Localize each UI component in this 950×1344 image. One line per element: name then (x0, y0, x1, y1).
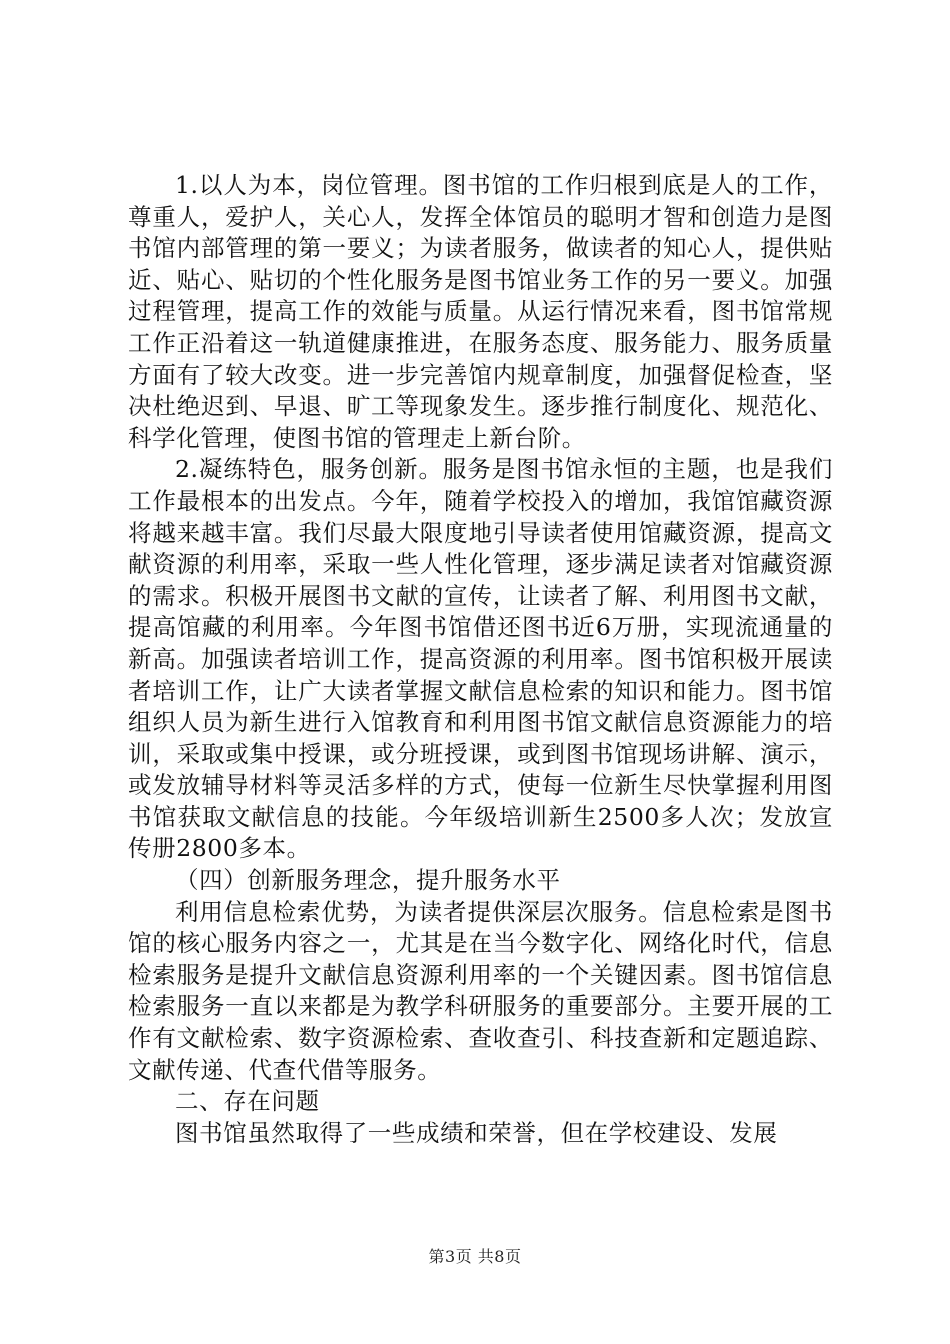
document-body (128, 170, 833, 1149)
paragraph-information-retrieval: 利用信息检索优势，为读者提供深层次服务。信息检索是图书馆的核心服务内容之一，尤其是在当今数字化、网络化时代，信息检索服务是提升文献信息资源利用率的一个关键因素。图书馆信息检索服务一直以来都是为教学科研服务的重要部分。主要开展的工作有文献检索、数字资源检索、查收查引、科技查新和定题追踪、文献传递、代查代借等服务。 (128, 897, 833, 1084)
paragraph-service-innovation: 2.凝练特色，服务创新。服务是图书馆永恒的主题，也是我们工作最根本的出发点。今年，随着学校投入的增加，我馆馆藏资源将越来越丰富。我们尽最大限度地引导读者使用馆藏资源，提高文献资源的利用率，采取一些人性化管理，逐步满足读者对馆藏资源的需求。积极开展图书文献的宣传，让读者了解、利用图书文献，提高馆藏的利用率。今年图书馆借还图书近6万册，实现流通量的新高。加强读者培训工作，提高资源的利用率。图书馆积极开展读者培训工作，让广大读者掌握文献信息检索的知识和能力。图书馆组织人员为新生进行入馆教育和利用图书馆文献信息资源能力的培训，采取或集中授课，或分班授课，或到图书馆现场讲解、演示，或发放辅导材料等灵活多样的方式，使每一位新生尽快掌握利用图书馆获取文献信息的技能。今年级培训新生2500多人次；发放宣传册2800多本。 (128, 455, 833, 863)
page-footer: 第3页 共8页 (428, 1247, 522, 1266)
section-heading-service-concept: （四）创新服务理念，提升服务水平 (175, 866, 561, 895)
section-heading-problems: 二、存在问题 (175, 1087, 320, 1116)
paragraph-staff-management: 1.以人为本，岗位管理。图书馆的工作归根到底是人的工作，尊重人，爱护人，关心人，发挥全体馆员的聪明才智和创造力是图书馆内部管理的第一要义；为读者服务，做读者的知心人，提供贴近、贴心、贴切的个性化服务是图书馆业务工作的另一要义。加强过程管理，提高工作的效能与质量。从运行情况来看，图书馆常规工作正沿着这一轨道健康推进，在服务态度、服务能力、服务质量方面有了较大改变。进一步完善馆内规章制度，加强督促检查，坚决杜绝迟到、早退、旷工等现象发生。逐步推行制度化、规范化、科学化管理，使图书馆的管理走上新台阶。 (128, 171, 833, 452)
paragraph-problems-intro: 图书馆虽然取得了一些成绩和荣誉，但在学校建设、发展 (175, 1118, 778, 1147)
